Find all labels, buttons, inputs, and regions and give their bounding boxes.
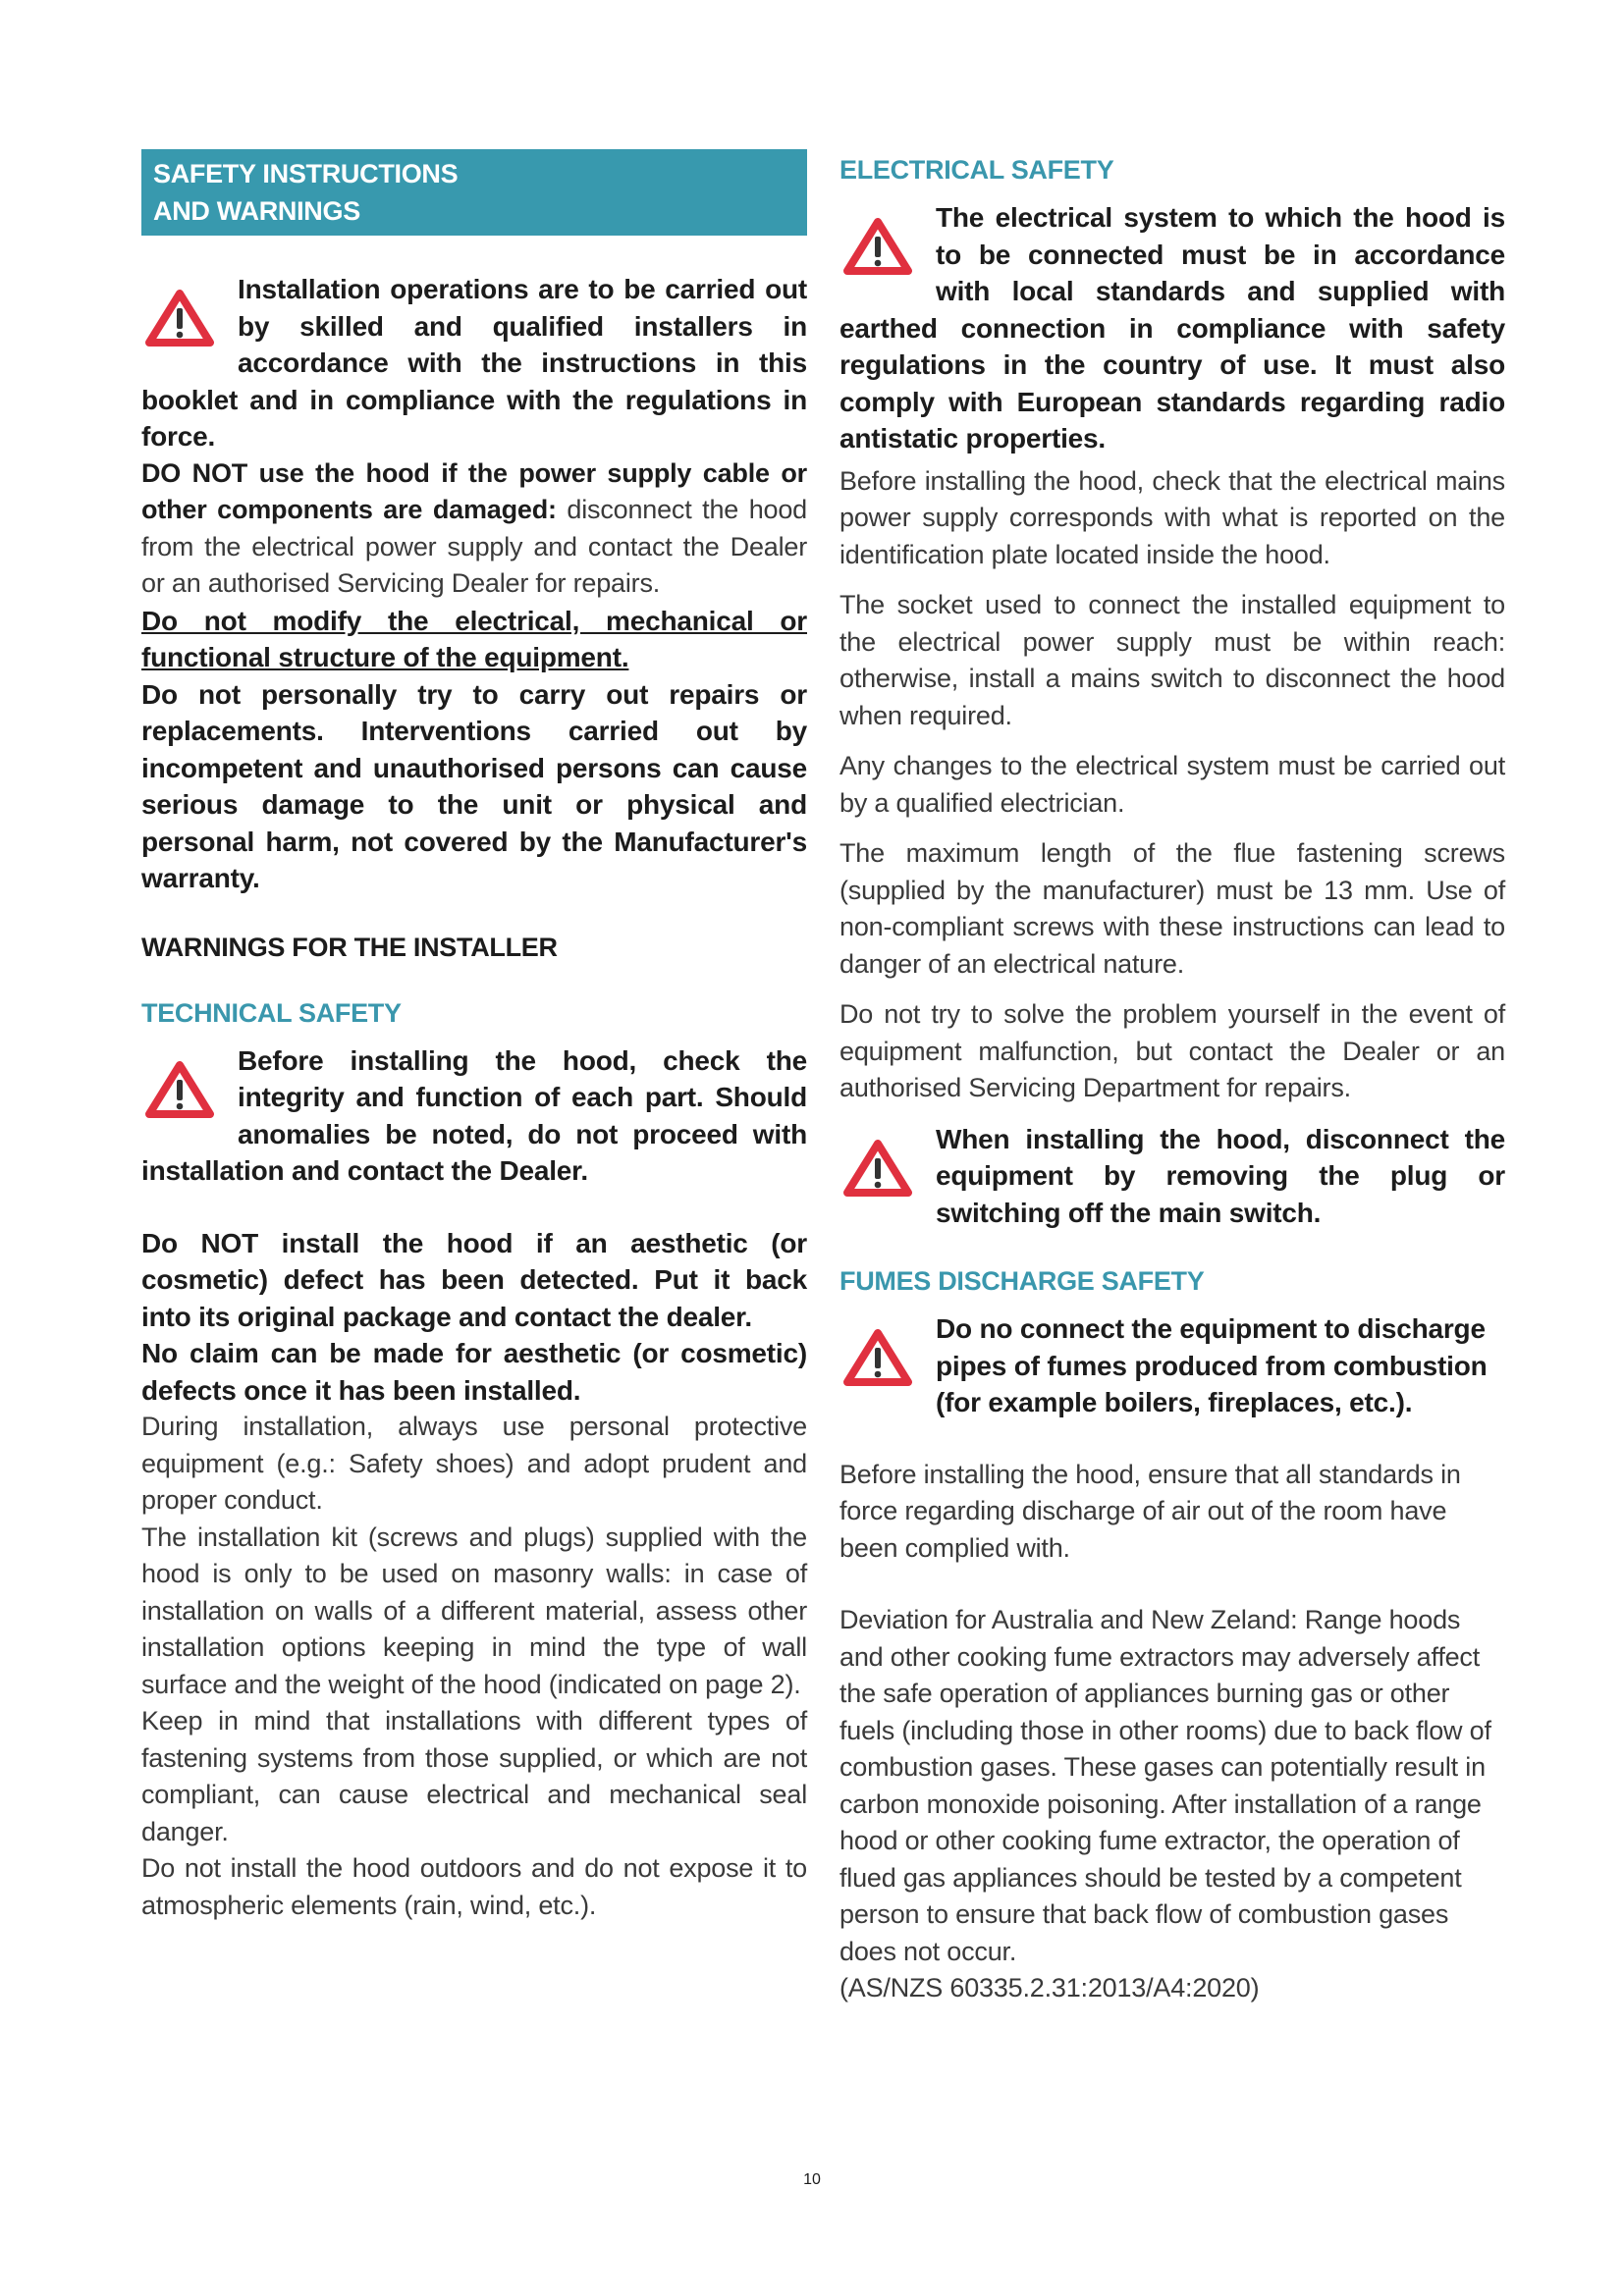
warning-triangle-icon <box>843 217 912 276</box>
warning-electrical-system-text: The electrical system to which the hood is to be connected must be in accordance with local standards and supplied with earthed connection in compliance with safety regulations in the country of use. It must also comply with European standards regarding radio antistatic properties. <box>839 202 1505 454</box>
warning-integrity-text: Before installing the hood, check the integrity and function of each part. Should anomalies be noted, do not proceed with installation and contact the Dealer. <box>141 1044 807 1186</box>
installation-kit-text: The installation kit (screws and plugs) supplied with the hood is only to be used on masonry walls: in case of installation on walls of a different material, assess other installation options keeping in mind the type of wall surface and the weight of the hood (indicated on page 2). <box>141 1522 807 1699</box>
malfunction-text: Do not try to solve the problem yourself in the event of equipment malfunction, but contact the Dealer or an authorised Servicing Department for repairs. <box>839 999 1505 1102</box>
warning-integrity <box>141 1042 807 1190</box>
mains-supply-text: Before installing the hood, check that the electrical mains power supply corresponds with what is reported on the identification plate located inside the hood. <box>839 465 1505 569</box>
warning-disconnect-text: When installing the hood, disconnect the equipment by removing the plug or switching off the main switch. <box>936 1123 1505 1228</box>
right-column <box>839 149 1505 2007</box>
australia-deviation-text: Deviation for Australia and New Zeland: Range hoods and other cooking fume extractors may adversely affect the safe operation of appliances burning gas or other fuels (including those in other rooms) due to back flow of combustion gases. These gases can potentially result in carbon monoxide poisoning. After installation of a range hood or other cooking fume extractor, the operation of flued gas appliances should be tested by a competent person to ensure that back flow of combustion gases does not occur. <box>839 1605 1491 1966</box>
do-not-use-lead: DO NOT use the hood if the power supply cable or other components are damaged: <box>141 457 807 524</box>
do-not-use-body: disconnect the hood from the electrical power supply and contact the Dealer or an authorised Servicing Dealer for repairs. <box>141 495 807 598</box>
warning-triangle-icon <box>843 1139 912 1198</box>
fastening-systems-text: Keep in mind that installations with different types of fastening systems from those supplied, or which are not compliant, can cause electrical and mechanical seal danger. <box>141 1706 807 1846</box>
section-banner <box>141 149 807 236</box>
outdoors-text: Do not install the hood outdoors and do not expose it to atmospheric elements (rain, wind, etc.). <box>141 1853 807 1920</box>
no-claim-text: No claim can be made for aesthetic (or cosmetic) defects once it has been installed. <box>141 1338 807 1406</box>
electrical-safety-heading: ELECTRICAL SAFETY <box>839 155 1114 185</box>
installer-warnings-heading: WARNINGS FOR THE INSTALLER <box>141 932 558 962</box>
warning-installation <box>141 271 807 455</box>
warning-triangle-icon <box>145 289 214 347</box>
warning-triangle-icon <box>145 1060 214 1119</box>
socket-text: The socket used to connect the installed equipment to the electrical power supply must be within reach: otherwise, install a mains switch to disconnect the hood when required. <box>839 590 1505 730</box>
aesthetic-defect-text: Do NOT install the hood if an aesthetic (or cosmetic) defect has been detected. Put it back into its original package and contact the dealer. <box>141 1227 807 1332</box>
warning-installation-text: Installation operations are to be carried out by skilled and qualified installers in accordance with the instructions in this booklet and in compliance with the regulations in force. <box>141 274 807 452</box>
fumes-discharge-heading: FUMES DISCHARGE SAFETY <box>839 1266 1205 1296</box>
warning-electrical-system <box>839 199 1505 457</box>
standard-reference: (AS/NZS 60335.2.31:2013/A4:2020) <box>839 1973 1260 2002</box>
warning-fumes <box>839 1310 1505 1421</box>
warning-triangle-icon <box>843 1328 912 1387</box>
do-not-repair-text: Do not personally try to carry out repairs or replacements. Interventions carried out by incompetent and unauthorised persons can cause serious damage to the unit or physical and personal harm, not covered by the Manufacturer's warranty. <box>141 678 807 893</box>
do-not-modify-text: Do not modify the electrical, mechanical or functional structure of the equipment. <box>141 605 807 672</box>
flue-screws-text: The maximum length of the flue fastening screws (supplied by the manufacturer) must be 13 mm. Use of non-compliant screws with these instructions can lead to danger of an electrical nature. <box>839 838 1505 979</box>
page-number: 10 <box>803 2171 821 2188</box>
electrical-changes-text: Any changes to the electrical system must be carried out by a qualified electrician. <box>839 751 1505 818</box>
banner-line-1: SAFETY INSTRUCTIONS <box>153 159 459 188</box>
technical-safety-heading: TECHNICAL SAFETY <box>141 997 402 1028</box>
ppe-text: During installation, always use personal protective equipment (e.g.: Safety shoes) and adopt prudent and proper conduct. <box>141 1412 807 1515</box>
banner-line-2: AND WARNINGS <box>153 196 360 226</box>
left-column <box>141 149 807 1924</box>
warning-fumes-text: Do no connect the equipment to discharge pipes of fumes produced from combustion (for example boilers, fireplaces, etc.). <box>936 1313 1488 1417</box>
warning-disconnect <box>839 1121 1505 1232</box>
do-not-use-paragraph <box>141 455 807 603</box>
discharge-standards-text: Before installing the hood, ensure that all standards in force regarding discharge of air out of the room have been complied with. <box>839 1459 1461 1563</box>
